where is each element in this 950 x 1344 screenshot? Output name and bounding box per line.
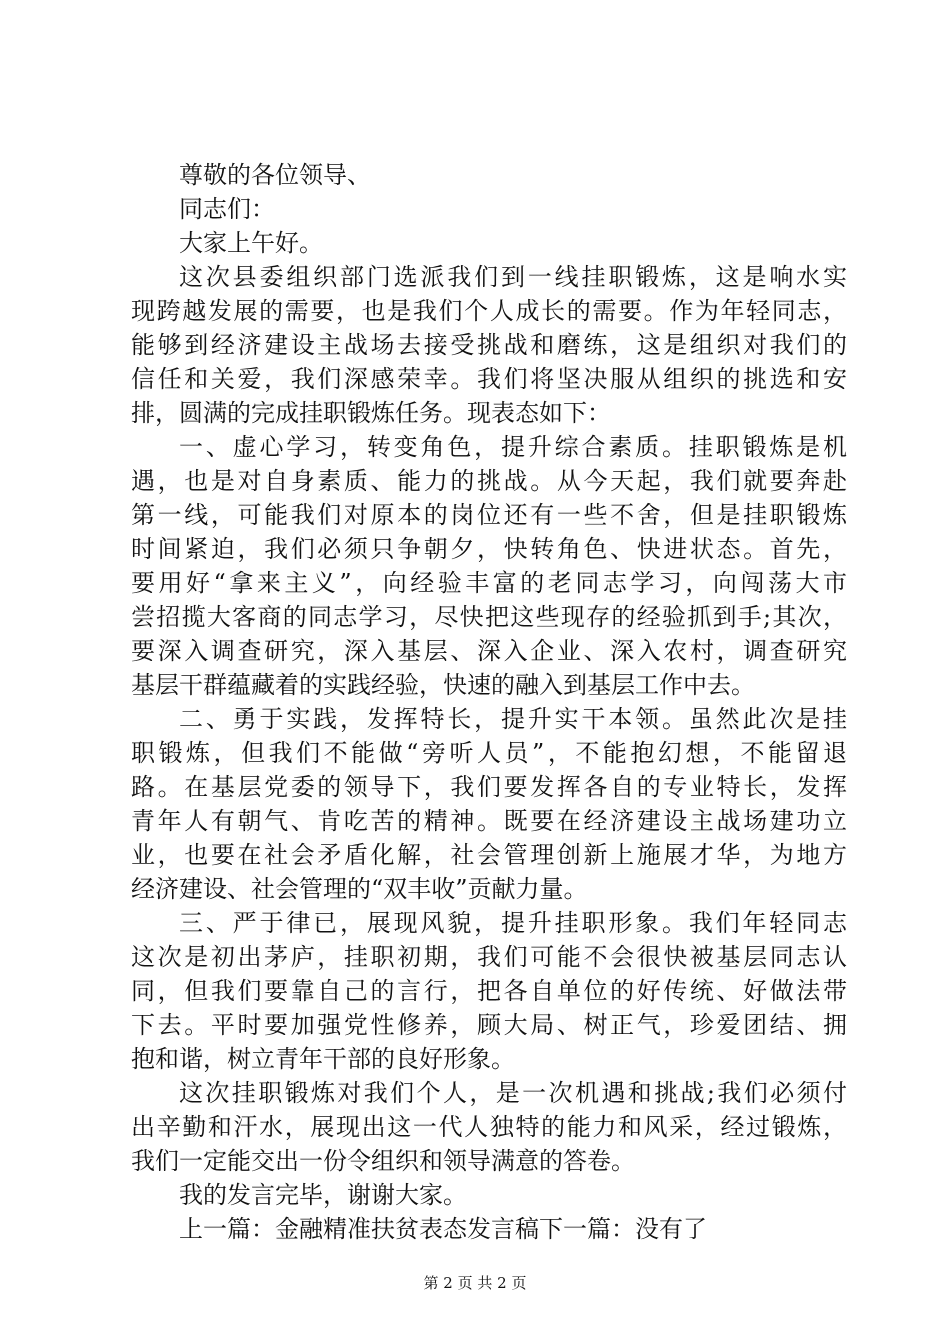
document-line: 青年人有朝气、肯吃苦的精神。既要在经济建设主战场建功立	[131, 807, 847, 835]
page-footer: 第 2 页 共 2 页	[423, 1274, 527, 1292]
document-line: 二、勇于实践，发挥特长，提升实干本领。虽然此次是挂	[179, 705, 847, 733]
document-line: 经济建设、社会管理的“双丰收”贡献力量。	[131, 875, 588, 903]
document-line: 同志们：	[179, 195, 275, 223]
document-line: 尊敬的各位领导、	[179, 161, 371, 189]
document-line: 排，圆满的完成挂职锻炼任务。现表态如下：	[131, 399, 611, 427]
document-line: 遇，也是对自身素质、能力的挑战。从今天起，我们就要奔赴	[131, 467, 847, 495]
document-line: 同，但我们要靠自己的言行，把各自单位的好传统、好做法带	[131, 977, 847, 1005]
document-line: 时间紧迫，我们必须只争朝夕，快转角色、快进状态。首先，	[131, 535, 847, 563]
document-line: 业，也要在社会矛盾化解，社会管理创新上施展才华，为地方	[131, 841, 847, 869]
document-line: 职锻炼，但我们不能做“旁听人员”，不能抱幻想，不能留退	[131, 739, 847, 767]
document-body	[131, 158, 847, 1246]
document-line: 抱和谐，树立青年干部的良好形象。	[131, 1045, 515, 1073]
document-line: 能够到经济建设主战场去接受挑战和磨练，这是组织对我们的	[131, 331, 847, 359]
document-line: 我的发言完毕，谢谢大家。	[179, 1181, 467, 1209]
document-line: 要深入调查研究，深入基层、深入企业、深入农村，调查研究	[131, 637, 847, 665]
document-line: 上一篇：金融精准扶贫表态发言稿下一篇：没有了	[179, 1215, 707, 1243]
document-line: 这次县委组织部门选派我们到一线挂职锻炼，这是响水实	[179, 263, 847, 291]
document-line: 下去。平时要加强党性修养，顾大局、树正气，珍爱团结、拥	[131, 1011, 847, 1039]
document-line: 现跨越发展的需要，也是我们个人成长的需要。作为年轻同志，	[131, 297, 847, 325]
document-line: 这次挂职锻炼对我们个人，是一次机遇和挑战;我们必须付	[179, 1079, 847, 1107]
document-line: 这次是初出茅庐，挂职初期，我们可能不会很快被基层同志认	[131, 943, 847, 971]
document-line: 三、严于律已，展现风貌，提升挂职形象。我们年轻同志	[179, 909, 847, 937]
document-line: 要用好“拿来主义”，向经验丰富的老同志学习，向闯荡大市	[131, 569, 847, 597]
document-line: 我们一定能交出一份令组织和领导满意的答卷。	[131, 1147, 635, 1175]
document-line: 路。在基层党委的领导下，我们要发挥各自的专业特长，发挥	[131, 773, 847, 801]
document-line: 信任和关爱，我们深感荣幸。我们将坚决服从组织的挑选和安	[131, 365, 847, 393]
document-line: 大家上午好。	[179, 229, 323, 257]
document-line: 基层干群蕴藏着的实践经验，快速的融入到基层工作中去。	[131, 671, 755, 699]
document-line: 一、虚心学习，转变角色，提升综合素质。挂职锻炼是机	[179, 433, 847, 461]
document-line: 第一线，可能我们对原本的岗位还有一些不舍，但是挂职锻炼	[131, 501, 847, 529]
document-line: 出辛勤和汗水，展现出这一代人独特的能力和风采，经过锻炼，	[131, 1113, 847, 1141]
document-line: 尝招揽大客商的同志学习，尽快把这些现存的经验抓到手;其次，	[131, 603, 847, 631]
